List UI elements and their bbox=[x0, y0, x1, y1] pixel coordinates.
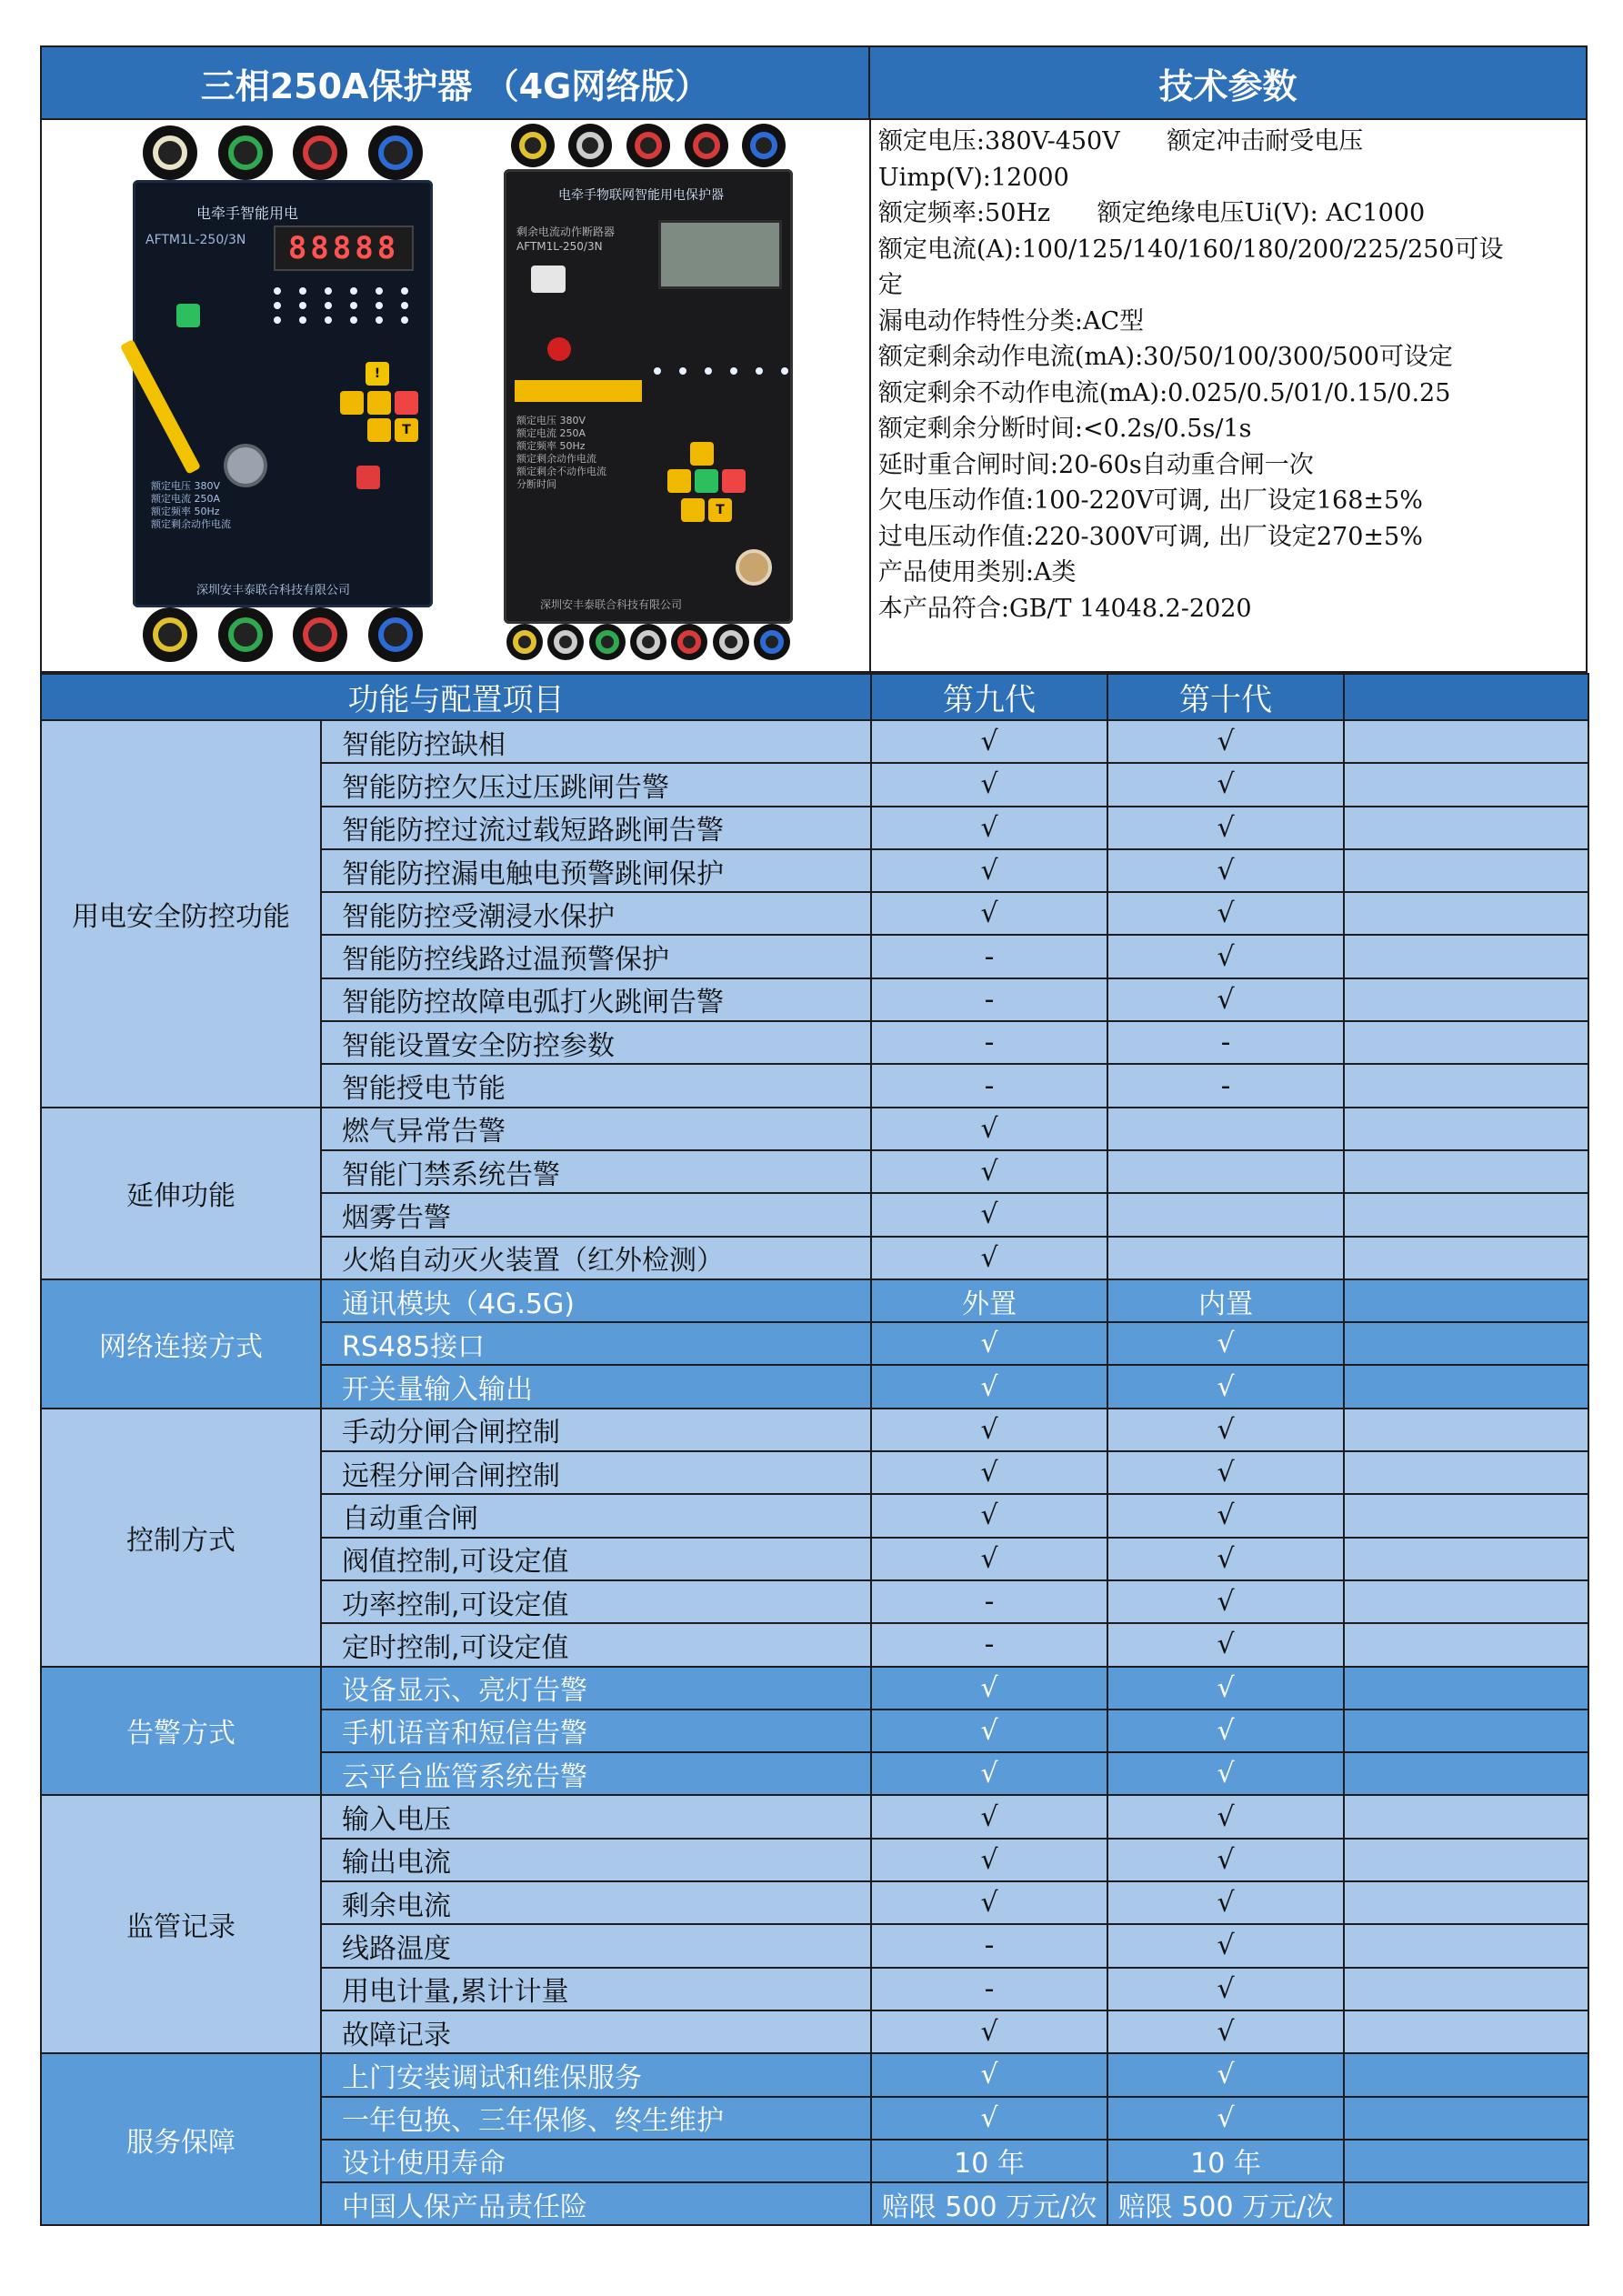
gen9-value: √ bbox=[871, 1795, 1107, 1838]
gen10-value: √ bbox=[1107, 2053, 1344, 2096]
category-cell: 监管记录 bbox=[41, 1795, 321, 2053]
category-cell: 服务保障 bbox=[41, 2053, 321, 2225]
lever-handle bbox=[120, 339, 201, 475]
category-cell: 用电安全防控功能 bbox=[41, 720, 321, 1108]
gen9-value: √ bbox=[871, 807, 1107, 849]
table-row bbox=[41, 1279, 1588, 1322]
feature-item: 远程分闸合闸控制 bbox=[321, 1451, 871, 1494]
device-model: AFTM1L-250/3N bbox=[516, 240, 603, 253]
test-button: T bbox=[395, 418, 418, 442]
key-icon bbox=[722, 469, 746, 493]
key-icon bbox=[667, 469, 691, 493]
gen10-value: √ bbox=[1107, 978, 1344, 1021]
gen9-value: √ bbox=[871, 2097, 1107, 2140]
gen10-value: √ bbox=[1107, 1795, 1344, 1838]
empty-cell bbox=[1344, 1795, 1588, 1838]
feature-item: 智能防控故障电弧打火跳闸告警 bbox=[321, 978, 871, 1021]
spec-line: Uimp(V):12000 bbox=[877, 163, 1069, 192]
empty-cell bbox=[1344, 1451, 1588, 1494]
empty-cell bbox=[1344, 1580, 1588, 1623]
specs-title: 技术参数 bbox=[870, 45, 1588, 120]
empty-cell bbox=[1344, 1193, 1588, 1236]
gen9-value: - bbox=[871, 1064, 1107, 1107]
feature-item: 线路温度 bbox=[321, 1924, 871, 1967]
top-header bbox=[40, 45, 1588, 120]
empty-cell bbox=[1344, 1667, 1588, 1709]
handle-switch bbox=[531, 266, 566, 293]
gen10-value: √ bbox=[1107, 2097, 1344, 2140]
col-header-gen9: 第九代 bbox=[871, 674, 1107, 720]
gen9-value: √ bbox=[871, 1709, 1107, 1752]
key-icon bbox=[340, 391, 364, 415]
empty-cell bbox=[1344, 935, 1588, 978]
warning-label bbox=[515, 380, 642, 402]
product-photos bbox=[42, 120, 871, 671]
top-terminals bbox=[133, 125, 433, 180]
gen10-value: √ bbox=[1107, 1881, 1344, 1924]
spec-sheet bbox=[40, 45, 1588, 2226]
terminal-icon bbox=[713, 624, 749, 660]
tech-specs bbox=[871, 120, 1586, 671]
gen9-value: √ bbox=[871, 1451, 1107, 1494]
gen9-value: - bbox=[871, 935, 1107, 978]
feature-item: 中国人保产品责任险 bbox=[321, 2182, 871, 2225]
spec-line: 产品使用类别:A类 bbox=[877, 558, 1077, 587]
gen10-value: √ bbox=[1107, 2010, 1344, 2053]
feature-item: 通讯模块（4G.5G) bbox=[321, 1279, 871, 1322]
device-notes: 额定电压 380V 额定电流 250A 额定频率 50Hz 额定剩余动作电流 额定剩余不动作电流 分断时间 bbox=[516, 415, 606, 490]
gen9-value: 外置 bbox=[871, 1279, 1107, 1322]
gen9-value: - bbox=[871, 1623, 1107, 1666]
table-row bbox=[41, 1667, 1588, 1709]
device-panel bbox=[504, 169, 793, 624]
gen10-value: 内置 bbox=[1107, 1279, 1344, 1322]
gen10-value: √ bbox=[1107, 763, 1344, 806]
feature-item: 用电计量,累计计量 bbox=[321, 1968, 871, 2010]
empty-cell bbox=[1344, 1279, 1588, 1322]
gen10-value: √ bbox=[1107, 935, 1344, 978]
device-panel bbox=[133, 180, 433, 607]
spec-line: 额定剩余动作电流(mA):30/50/100/300/500可设定 bbox=[877, 343, 1453, 371]
gen10-value: √ bbox=[1107, 1322, 1344, 1365]
empty-cell bbox=[1344, 1623, 1588, 1666]
terminal-icon bbox=[368, 125, 423, 180]
indicator-leds bbox=[654, 367, 797, 375]
empty-cell bbox=[1344, 2010, 1588, 2053]
bottom-terminals bbox=[504, 624, 793, 660]
gen10-value: √ bbox=[1107, 892, 1344, 935]
empty-cell bbox=[1344, 1881, 1588, 1924]
feature-item: 手机语音和短信告警 bbox=[321, 1709, 871, 1752]
feature-item: 智能防控漏电触电预警跳闸保护 bbox=[321, 849, 871, 892]
gen10-value: √ bbox=[1107, 1494, 1344, 1537]
table-row bbox=[41, 720, 1588, 763]
spec-line: 本产品符合:GB/T 14048.2-2020 bbox=[877, 594, 1252, 623]
device-notes: 额定电压 380V 额定电流 250A 额定频率 50Hz 额定剩余动作电流 bbox=[151, 480, 231, 530]
empty-cell bbox=[1344, 849, 1588, 892]
gen9-value: √ bbox=[871, 1839, 1107, 1881]
device-subtitle: 剩余电流动作断路器 bbox=[516, 226, 616, 238]
feature-item: 智能防控受潮浸水保护 bbox=[321, 892, 871, 935]
gen9-value: √ bbox=[871, 849, 1107, 892]
gen10-value: √ bbox=[1107, 807, 1344, 849]
gen9-value: - bbox=[871, 1968, 1107, 2010]
category-cell: 延伸功能 bbox=[41, 1108, 321, 1279]
feature-item: 故障记录 bbox=[321, 2010, 871, 2053]
feature-item: 定时控制,可设定值 bbox=[321, 1623, 871, 1666]
gen10-value: √ bbox=[1107, 1580, 1344, 1623]
gen10-value: √ bbox=[1107, 1839, 1344, 1881]
spec-line: 欠电压动作值:100-220V可调, 出厂设定168±5% bbox=[877, 486, 1423, 515]
gen9-value: √ bbox=[871, 1322, 1107, 1365]
empty-cell bbox=[1344, 1709, 1588, 1752]
device-company: 深圳安丰泰联合科技有限公司 bbox=[540, 598, 683, 611]
feature-item: 智能防控线路过温预警保护 bbox=[321, 935, 871, 978]
spec-line: 额定电压:380V-450V 额定冲击耐受电压 bbox=[877, 127, 1364, 155]
gen9-value: √ bbox=[871, 1409, 1107, 1451]
gen10-value: √ bbox=[1107, 1451, 1344, 1494]
col-header-empty bbox=[1344, 674, 1588, 720]
empty-cell bbox=[1344, 1494, 1588, 1537]
spec-line: 额定剩余不动作电流(mA):0.025/0.5/01/0.15/0.25 bbox=[877, 378, 1451, 407]
feature-item: 智能防控欠压过压跳闸告警 bbox=[321, 763, 871, 806]
gen10-value bbox=[1107, 1150, 1344, 1193]
gen10-value: √ bbox=[1107, 1365, 1344, 1408]
terminal-icon bbox=[626, 124, 670, 167]
table-row bbox=[41, 2053, 1588, 2096]
feature-item: 智能门禁系统告警 bbox=[321, 1150, 871, 1193]
gen10-value: √ bbox=[1107, 720, 1344, 763]
device-brand: 电牵手物联网智能用电保护器 bbox=[558, 188, 724, 203]
terminal-icon bbox=[143, 125, 197, 180]
led-green bbox=[176, 304, 200, 327]
terminal-icon bbox=[589, 624, 626, 660]
feature-item: 燃气异常告警 bbox=[321, 1108, 871, 1150]
feature-item: 一年包换、三年保修、终生维护 bbox=[321, 2097, 871, 2140]
gen10-value: √ bbox=[1107, 1752, 1344, 1795]
feature-item: 自动重合闸 bbox=[321, 1494, 871, 1537]
gen9-value: √ bbox=[871, 1193, 1107, 1236]
empty-cell bbox=[1344, 1237, 1588, 1279]
gen9-value: √ bbox=[871, 2053, 1107, 2096]
gen9-value: - bbox=[871, 1924, 1107, 1967]
spec-line: 额定频率:50Hz 额定绝缘电压Ui(V): AC1000 bbox=[877, 199, 1426, 227]
spec-line: 过电压动作值:220-300V可调, 出厂设定270±5% bbox=[877, 522, 1423, 551]
table-row bbox=[41, 1795, 1588, 1838]
terminal-icon bbox=[630, 624, 666, 660]
product-title: 三相250A保护器 （4G网络版） bbox=[40, 45, 870, 120]
feature-item: 智能授电节能 bbox=[321, 1064, 871, 1107]
empty-cell bbox=[1344, 1924, 1588, 1967]
gen9-value: √ bbox=[871, 1881, 1107, 1924]
feature-item: 上门安装调试和维保服务 bbox=[321, 2053, 871, 2096]
gen9-value: √ bbox=[871, 720, 1107, 763]
empty-cell bbox=[1344, 1839, 1588, 1881]
terminal-icon bbox=[754, 624, 790, 660]
feature-item: 智能防控过流过载短路跳闸告警 bbox=[321, 807, 871, 849]
gen10-value: √ bbox=[1107, 1667, 1344, 1709]
device-display: 88888 bbox=[274, 226, 414, 271]
key-icon bbox=[690, 442, 714, 466]
terminal-icon bbox=[368, 607, 423, 662]
feature-item: 输入电压 bbox=[321, 1795, 871, 1838]
col-header-gen10: 第十代 bbox=[1107, 674, 1344, 720]
gen10-value: - bbox=[1107, 1021, 1344, 1064]
spec-line: 延时重合闸时间:20-60s自动重合闸一次 bbox=[877, 450, 1314, 479]
terminal-icon bbox=[506, 624, 543, 660]
feature-item: 设计使用寿命 bbox=[321, 2140, 871, 2182]
category-cell: 告警方式 bbox=[41, 1667, 321, 1796]
terminal-icon bbox=[218, 125, 273, 180]
empty-cell bbox=[1344, 1968, 1588, 2010]
gen9-value: √ bbox=[871, 2010, 1107, 2053]
gen9-value: √ bbox=[871, 1752, 1107, 1795]
key-icon bbox=[695, 469, 718, 493]
gen9-value: √ bbox=[871, 1150, 1107, 1193]
feature-item: 烟雾告警 bbox=[321, 1193, 871, 1236]
empty-cell bbox=[1344, 892, 1588, 935]
gen9-value: √ bbox=[871, 1667, 1107, 1709]
feature-item: 智能设置安全防控参数 bbox=[321, 1021, 871, 1064]
gen9-value: √ bbox=[871, 763, 1107, 806]
device-brand: 电牵手智能用电 bbox=[196, 205, 299, 222]
key-icon bbox=[367, 418, 391, 442]
gen10-value: √ bbox=[1107, 1538, 1344, 1580]
empty-cell bbox=[1344, 1752, 1588, 1795]
key-icon bbox=[395, 391, 418, 415]
empty-cell bbox=[1344, 1150, 1588, 1193]
gen10-value: √ bbox=[1107, 1709, 1344, 1752]
empty-cell bbox=[1344, 1021, 1588, 1064]
empty-cell bbox=[1344, 763, 1588, 806]
feature-item: 阀值控制,可设定值 bbox=[321, 1538, 871, 1580]
empty-cell bbox=[1344, 2097, 1588, 2140]
device-model: AFTM1L-250/3N bbox=[145, 233, 246, 247]
spec-line: 额定电流(A):100/125/140/160/180/200/225/250可设 bbox=[877, 235, 1504, 264]
reset-button bbox=[356, 466, 380, 489]
bottom-terminals bbox=[133, 607, 433, 662]
gen10-value: √ bbox=[1107, 1409, 1344, 1451]
key-icon bbox=[367, 391, 391, 415]
gen10-value bbox=[1107, 1193, 1344, 1236]
warning-icon: ! bbox=[366, 362, 389, 386]
terminal-icon bbox=[685, 124, 728, 167]
gen10-value: 10 年 bbox=[1107, 2140, 1344, 2182]
empty-cell bbox=[1344, 1538, 1588, 1580]
gen9-value: 10 年 bbox=[871, 2140, 1107, 2182]
empty-cell bbox=[1344, 720, 1588, 763]
feature-item: RS485接口 bbox=[321, 1322, 871, 1365]
spec-line: 漏电动作特性分类:AC型 bbox=[877, 306, 1145, 336]
table-row bbox=[41, 1409, 1588, 1451]
gen9-value: 赔限 500 万元/次 bbox=[871, 2182, 1107, 2225]
feature-item: 输出电流 bbox=[321, 1839, 871, 1881]
spec-line: 额定剩余分断时间:<0.2s/0.5s/1s bbox=[877, 415, 1252, 443]
table-row bbox=[41, 1108, 1588, 1150]
feature-item: 云平台监管系统告警 bbox=[321, 1752, 871, 1795]
empty-cell bbox=[1344, 1365, 1588, 1408]
top-terminals bbox=[504, 124, 793, 167]
gen9-value: - bbox=[871, 978, 1107, 1021]
feature-item: 剩余电流 bbox=[321, 1881, 871, 1924]
table-header-row bbox=[41, 674, 1588, 720]
terminal-icon bbox=[568, 124, 612, 167]
gen9-value: √ bbox=[871, 1494, 1107, 1537]
empty-cell bbox=[1344, 1108, 1588, 1150]
reset-button bbox=[547, 337, 571, 361]
feature-item: 功率控制,可设定值 bbox=[321, 1580, 871, 1623]
gen10-value: √ bbox=[1107, 1924, 1344, 1967]
empty-cell bbox=[1344, 2140, 1588, 2182]
indicator-leds bbox=[274, 287, 417, 324]
gen10-value: 赔限 500 万元/次 bbox=[1107, 2182, 1344, 2225]
empty-cell bbox=[1344, 1322, 1588, 1365]
gen10-value: √ bbox=[1107, 849, 1344, 892]
feature-item: 火焰自动灭火装置（红外检测） bbox=[321, 1237, 871, 1279]
empty-cell bbox=[1344, 1409, 1588, 1451]
empty-cell bbox=[1344, 807, 1588, 849]
gen9-value: - bbox=[871, 1021, 1107, 1064]
test-button: T bbox=[708, 498, 732, 522]
terminal-icon bbox=[143, 607, 197, 662]
gen10-value: √ bbox=[1107, 1623, 1344, 1666]
terminal-icon bbox=[742, 124, 786, 167]
gen10-value bbox=[1107, 1237, 1344, 1279]
device-photo-left bbox=[133, 125, 433, 664]
terminal-icon bbox=[218, 607, 273, 662]
gen9-value: √ bbox=[871, 1365, 1107, 1408]
gen9-value: √ bbox=[871, 892, 1107, 935]
terminal-icon bbox=[293, 125, 347, 180]
terminal-icon bbox=[293, 607, 347, 662]
terminal-icon bbox=[547, 624, 584, 660]
gen9-value: √ bbox=[871, 1237, 1107, 1279]
empty-cell bbox=[1344, 978, 1588, 1021]
col-header-items: 功能与配置项目 bbox=[41, 674, 871, 720]
category-cell: 控制方式 bbox=[41, 1409, 321, 1667]
device-photo-right bbox=[504, 124, 793, 667]
feature-table bbox=[40, 673, 1589, 2226]
feature-item: 手动分闸合闸控制 bbox=[321, 1409, 871, 1451]
device-company: 深圳安丰泰联合科技有限公司 bbox=[196, 584, 351, 597]
feature-item: 智能防控缺相 bbox=[321, 720, 871, 763]
spec-line: 定 bbox=[877, 271, 903, 299]
lcd-screen bbox=[658, 220, 782, 289]
gen9-value: √ bbox=[871, 1538, 1107, 1580]
knob-icon bbox=[736, 549, 772, 586]
gen10-value bbox=[1107, 1108, 1344, 1150]
gen9-value: √ bbox=[871, 1108, 1107, 1150]
key-icon bbox=[681, 498, 705, 522]
gen10-value: √ bbox=[1107, 1968, 1344, 2010]
feature-item: 设备显示、亮灯告警 bbox=[321, 1667, 871, 1709]
empty-cell bbox=[1344, 2182, 1588, 2225]
empty-cell bbox=[1344, 2053, 1588, 2096]
terminal-icon bbox=[671, 624, 707, 660]
category-cell: 网络连接方式 bbox=[41, 1279, 321, 1409]
gen10-value: - bbox=[1107, 1064, 1344, 1107]
top-body bbox=[40, 120, 1588, 673]
terminal-icon bbox=[511, 124, 555, 167]
empty-cell bbox=[1344, 1064, 1588, 1107]
feature-item: 开关量输入输出 bbox=[321, 1365, 871, 1408]
gen9-value: - bbox=[871, 1580, 1107, 1623]
